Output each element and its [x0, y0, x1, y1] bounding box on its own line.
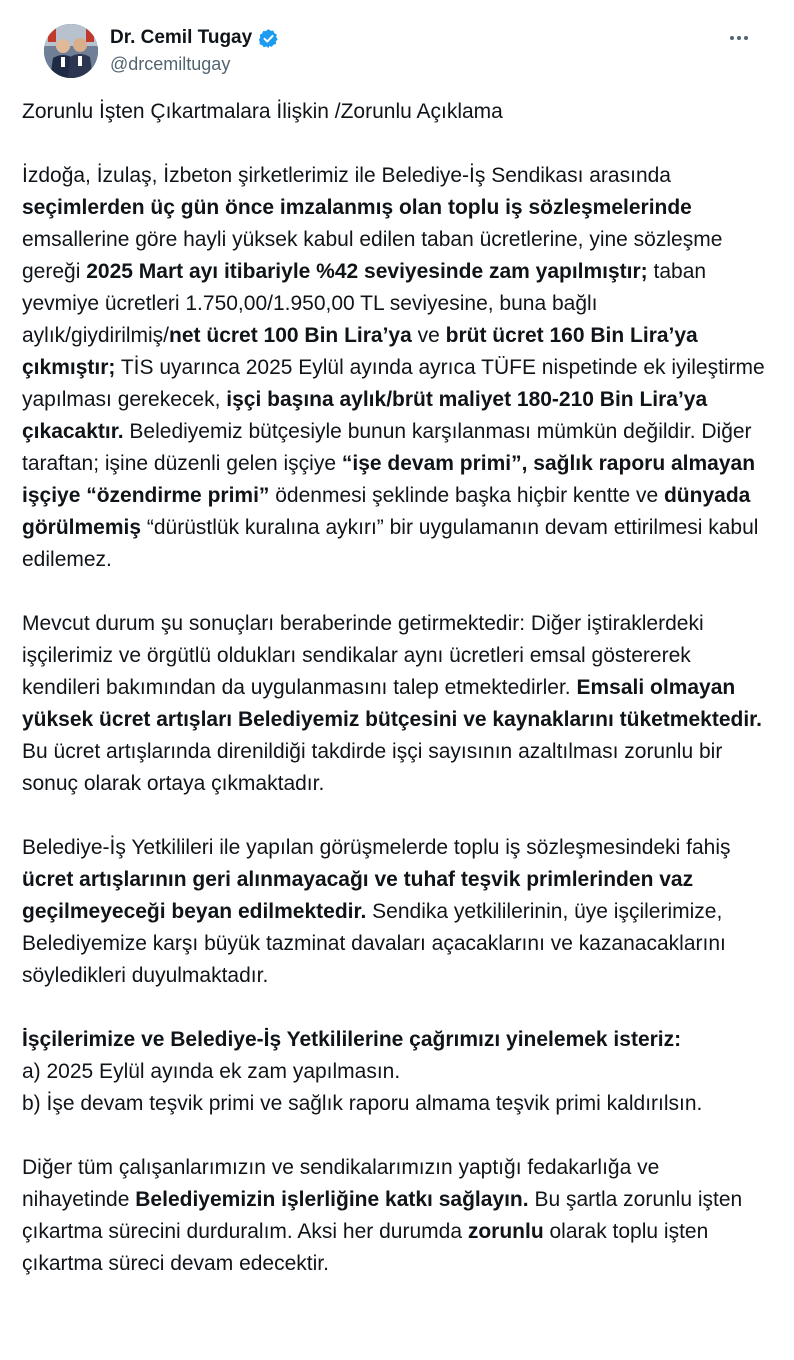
paragraph-text [22, 612, 768, 795]
author-name[interactable]: Dr. Cemil Tugay [110, 27, 253, 48]
avatar-photo [44, 24, 98, 78]
tweet-paragraph [22, 96, 772, 128]
paragraph-text [22, 1028, 702, 1115]
author-name-row [110, 26, 279, 50]
tweet-paragraph [22, 832, 772, 992]
more-options-icon[interactable] [724, 26, 754, 50]
bold-text-segment: Emsali olmayan yüksek ücret artışları Belediyemiz bütçesini ve kaynaklarını tüketmektedir. [22, 676, 763, 731]
text-segment: ve [411, 324, 446, 347]
bold-text-segment: dünyada görülmemiş [22, 484, 757, 539]
bold-text-segment: 2025 Mart ayı itibariyle %42 seviyesinde zam yapılmıştır; [86, 260, 648, 283]
bold-text-segment: işçi başına aylık/brüt maliyet 180-210 Bin Lira’ya çıkacaktır. [22, 388, 714, 443]
paragraph-text [22, 164, 771, 571]
text-segment: a) 2025 Eylül ayında ek zam yapılmasın. b) İşe devam teşvik primi ve sağlık raporu almama teşvik primi kaldırılsın. [22, 1060, 703, 1115]
text-segment: taban yevmiye ücretleri 1.750,00/1.950,00 TL seviyesine, buna bağlı aylık/giydirilmiş/ [22, 260, 712, 347]
bold-text-segment: seçimlerden üç gün önce imzalanmış olan toplu iş sözleşmelerinde [22, 196, 692, 219]
more-dot [730, 36, 734, 40]
tweet-paragraph [22, 160, 772, 576]
text-segment: Sendika yetkililerinin, üye işçilerimize, Belediyemize karşı büyük tazminat davaları açacaklarını ve kazanacaklarını söyledikleri duyulmaktadır. [22, 900, 732, 987]
text-segment: TİS uyarınca 2025 Eylül ayında ayrıca TÜFE nispetinde ek iyileştirme yapılması gerekecek, [22, 356, 771, 411]
avatar[interactable] [44, 24, 98, 78]
bold-text-segment: Belediyemizin işlerliğine katkı sağlayın. [135, 1188, 529, 1211]
tweet-paragraph [22, 1152, 772, 1280]
text-segment: Belediyemiz bütçesiyle bunun karşılanması mümkün değildir. Diğer taraftan; işine düzenli gelen işçiye [22, 420, 758, 475]
more-dot [737, 36, 741, 40]
bold-text-segment: brüt ücret 160 Bin Lira’ya çıkmıştır; [22, 324, 704, 379]
text-segment: Zorunlu İşten Çıkartmalara İlişkin /Zorunlu Açıklama [22, 100, 503, 123]
author-handle[interactable]: @drcemiltugay [110, 54, 231, 74]
author-block [110, 26, 279, 76]
text-segment: ödenmesi şeklinde başka hiçbir kentte ve [269, 484, 664, 507]
bold-text-segment: “işe devam primi”, sağlık raporu almayan işçiye “özendirme primi” [22, 452, 761, 507]
text-segment: Bu ücret artışlarında direnildiği takdirde işçi sayısının azaltılması zorunlu bir sonuç olarak ortaya çıkmaktadır. [22, 708, 768, 795]
text-segment: “dürüstlük kuralına aykırı” bir uygulamanın devam ettirilmesi kabul edilemez. [22, 516, 765, 571]
paragraph-text [22, 100, 503, 123]
text-segment: İzdoğa, İzulaş, İzbeton şirketlerimiz ile Belediye-İş Sendikası arasında [22, 164, 677, 187]
more-dot [744, 36, 748, 40]
text-segment: Mevcut durum şu sonuçları beraberinde getirmektedir: Diğer iştiraklerdeki işçilerimiz ve örgütlü oldukları sendikalar aynı ücretleri emsal göstererek kendileri bakımından da uygulanmasını talep etmektedirler. [22, 612, 710, 699]
verified-badge-icon [258, 28, 279, 49]
bold-text-segment: net ücret 100 Bin Lira’ya [169, 324, 412, 347]
tweet-paragraph [22, 1024, 772, 1120]
bold-text-segment: ücret artışlarının geri alınmayacağı ve tuhaf teşvik primlerinden vaz geçilmeyeceği beyan edilmektedir. [22, 868, 699, 923]
paragraph-text [22, 836, 736, 987]
text-segment: emsallerine göre hayli yüksek kabul edilen taban ücretlerine, yine sözleşme gereği [22, 196, 729, 283]
text-segment: Diğer tüm çalışanlarımızın ve sendikalarımızın yaptığı fedakarlığa ve nihayetinde [22, 1156, 666, 1211]
tweet-paragraph [22, 608, 772, 800]
tweet-header [22, 0, 772, 96]
tweet-text [22, 96, 772, 1280]
text-segment: Belediye-İş Yetkilileri ile yapılan görüşmelerde toplu iş sözleşmesindeki fahiş [22, 836, 737, 859]
bold-text-segment: zorunlu [467, 1220, 544, 1243]
text-segment: Bu şartla zorunlu işten çıkartma sürecini durduralım. Aksi her durumda [22, 1188, 749, 1243]
paragraph-text [22, 1156, 748, 1275]
text-segment: olarak toplu işten çıkartma süreci devam edecektir. [22, 1220, 715, 1275]
bold-text-segment: İşçilerimize ve Belediye-İş Yetkililerine çağrımızı yinelemek isteriz: [22, 1028, 682, 1051]
